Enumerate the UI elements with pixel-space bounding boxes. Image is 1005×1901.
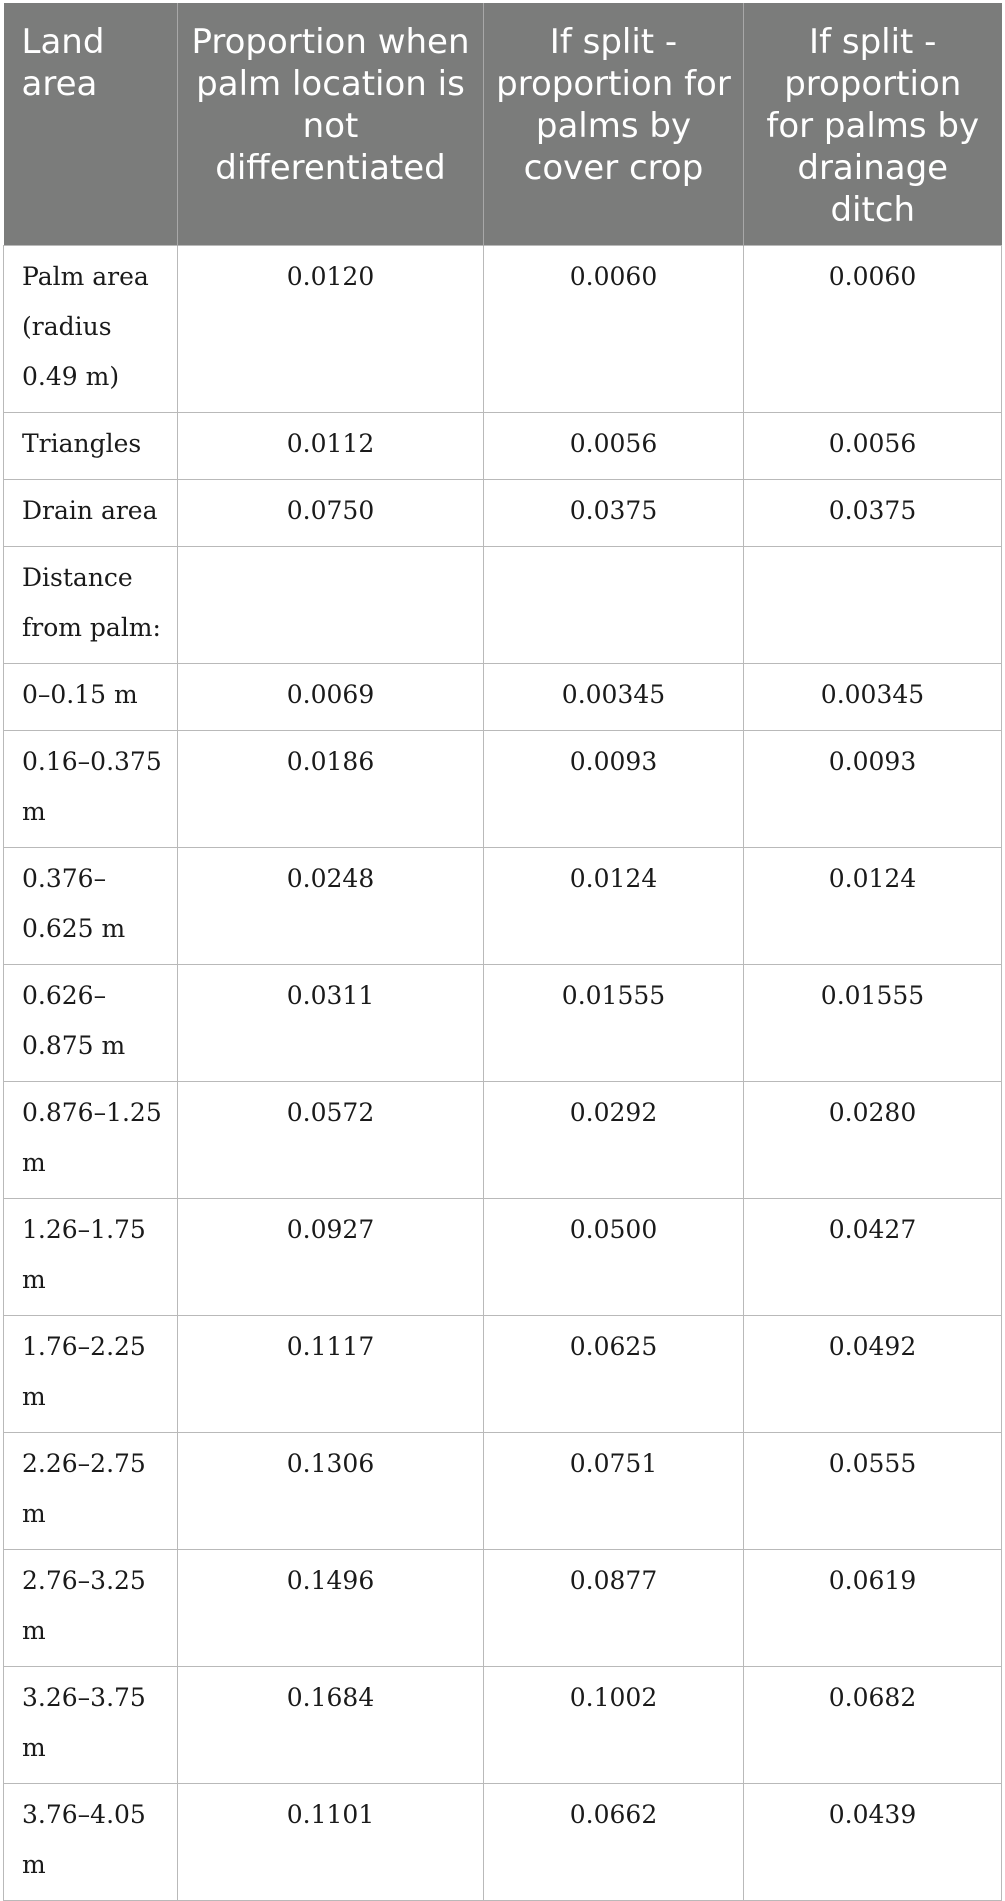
table-row	[4, 731, 1002, 848]
cell-proportion-cover-crop: 0.0124	[484, 848, 744, 965]
cell-proportion-drainage-ditch: 0.0056	[744, 413, 1002, 480]
cell-proportion-cover-crop: 0.0751	[484, 1433, 744, 1550]
cell-proportion-undifferentiated: 0.0069	[178, 664, 484, 731]
table-row	[4, 1316, 1002, 1433]
cell-land-area: Distance from palm:	[4, 547, 178, 664]
cell-land-area: 0.626–0.875 m	[4, 965, 178, 1082]
cell-proportion-undifferentiated: 0.0186	[178, 731, 484, 848]
table-row	[4, 1550, 1002, 1667]
cell-proportion-drainage-ditch: 0.01555	[744, 965, 1002, 1082]
cell-proportion-drainage-ditch: 0.0093	[744, 731, 1002, 848]
cell-proportion-undifferentiated: 0.1117	[178, 1316, 484, 1433]
cell-proportion-drainage-ditch: 0.00345	[744, 664, 1002, 731]
cell-land-area: 0.376–0.625 m	[4, 848, 178, 965]
cell-land-area: 3.76–4.05 m	[4, 1784, 178, 1901]
cell-land-area: 3.26–3.75 m	[4, 1667, 178, 1784]
cell-proportion-drainage-ditch: 0.0682	[744, 1667, 1002, 1784]
cell-proportion-cover-crop: 0.0056	[484, 413, 744, 480]
header-proportion-undifferentiated: Proportion when palm location is not differentiated	[178, 3, 484, 246]
header-proportion-cover-crop: If split - proportion for palms by cover crop	[484, 3, 744, 246]
cell-proportion-undifferentiated: 0.1684	[178, 1667, 484, 1784]
cell-proportion-cover-crop	[484, 547, 744, 664]
cell-proportion-drainage-ditch	[744, 547, 1002, 664]
cell-proportion-cover-crop: 0.0877	[484, 1550, 744, 1667]
cell-proportion-undifferentiated: 0.1496	[178, 1550, 484, 1667]
cell-proportion-drainage-ditch: 0.0280	[744, 1082, 1002, 1199]
cell-land-area: 0.876–1.25 m	[4, 1082, 178, 1199]
cell-land-area: 1.76–2.25 m	[4, 1316, 178, 1433]
cell-proportion-cover-crop: 0.0292	[484, 1082, 744, 1199]
data-table-container	[3, 3, 1001, 1879]
table-row	[4, 480, 1002, 547]
land-area-proportion-table	[3, 3, 1002, 1901]
cell-land-area: 2.76–3.25 m	[4, 1550, 178, 1667]
table-row	[4, 1082, 1002, 1199]
header-land-area: Land area	[4, 3, 178, 246]
cell-proportion-cover-crop: 0.0662	[484, 1784, 744, 1901]
cell-proportion-undifferentiated: 0.0120	[178, 246, 484, 413]
cell-proportion-cover-crop: 0.0375	[484, 480, 744, 547]
cell-land-area: Triangles	[4, 413, 178, 480]
table-row	[4, 1199, 1002, 1316]
header-proportion-drainage-ditch: If split - proportion for palms by drainage ditch	[744, 3, 1002, 246]
cell-land-area: Palm area (radius 0.49 m)	[4, 246, 178, 413]
cell-proportion-drainage-ditch: 0.0619	[744, 1550, 1002, 1667]
table-row	[4, 1433, 1002, 1550]
cell-proportion-drainage-ditch: 0.0060	[744, 246, 1002, 413]
cell-land-area: 0.16–0.375 m	[4, 731, 178, 848]
cell-proportion-undifferentiated: 0.1101	[178, 1784, 484, 1901]
cell-land-area: 0–0.15 m	[4, 664, 178, 731]
table-row	[4, 413, 1002, 480]
cell-proportion-undifferentiated: 0.0311	[178, 965, 484, 1082]
cell-proportion-drainage-ditch: 0.0555	[744, 1433, 1002, 1550]
cell-proportion-undifferentiated: 0.0248	[178, 848, 484, 965]
cell-proportion-cover-crop: 0.0625	[484, 1316, 744, 1433]
cell-proportion-cover-crop: 0.0060	[484, 246, 744, 413]
table-row	[4, 1784, 1002, 1901]
cell-proportion-drainage-ditch: 0.0375	[744, 480, 1002, 547]
cell-proportion-drainage-ditch: 0.0492	[744, 1316, 1002, 1433]
cell-proportion-cover-crop: 0.1002	[484, 1667, 744, 1784]
cell-proportion-drainage-ditch: 0.0427	[744, 1199, 1002, 1316]
cell-proportion-cover-crop: 0.01555	[484, 965, 744, 1082]
cell-land-area: 1.26–1.75 m	[4, 1199, 178, 1316]
cell-land-area: 2.26–2.75 m	[4, 1433, 178, 1550]
table-row	[4, 246, 1002, 413]
header-row	[4, 3, 1002, 246]
cell-land-area: Drain area	[4, 480, 178, 547]
table-row	[4, 547, 1002, 664]
table-body	[4, 246, 1002, 1901]
table-row	[4, 664, 1002, 731]
cell-proportion-cover-crop: 0.0093	[484, 731, 744, 848]
cell-proportion-undifferentiated: 0.0112	[178, 413, 484, 480]
cell-proportion-undifferentiated	[178, 547, 484, 664]
table-row	[4, 848, 1002, 965]
cell-proportion-undifferentiated: 0.0927	[178, 1199, 484, 1316]
cell-proportion-drainage-ditch: 0.0124	[744, 848, 1002, 965]
table-row	[4, 965, 1002, 1082]
cell-proportion-undifferentiated: 0.0572	[178, 1082, 484, 1199]
cell-proportion-cover-crop: 0.00345	[484, 664, 744, 731]
cell-proportion-drainage-ditch: 0.0439	[744, 1784, 1002, 1901]
cell-proportion-undifferentiated: 0.1306	[178, 1433, 484, 1550]
cell-proportion-undifferentiated: 0.0750	[178, 480, 484, 547]
table-header	[4, 3, 1002, 246]
table-row	[4, 1667, 1002, 1784]
cell-proportion-cover-crop: 0.0500	[484, 1199, 744, 1316]
